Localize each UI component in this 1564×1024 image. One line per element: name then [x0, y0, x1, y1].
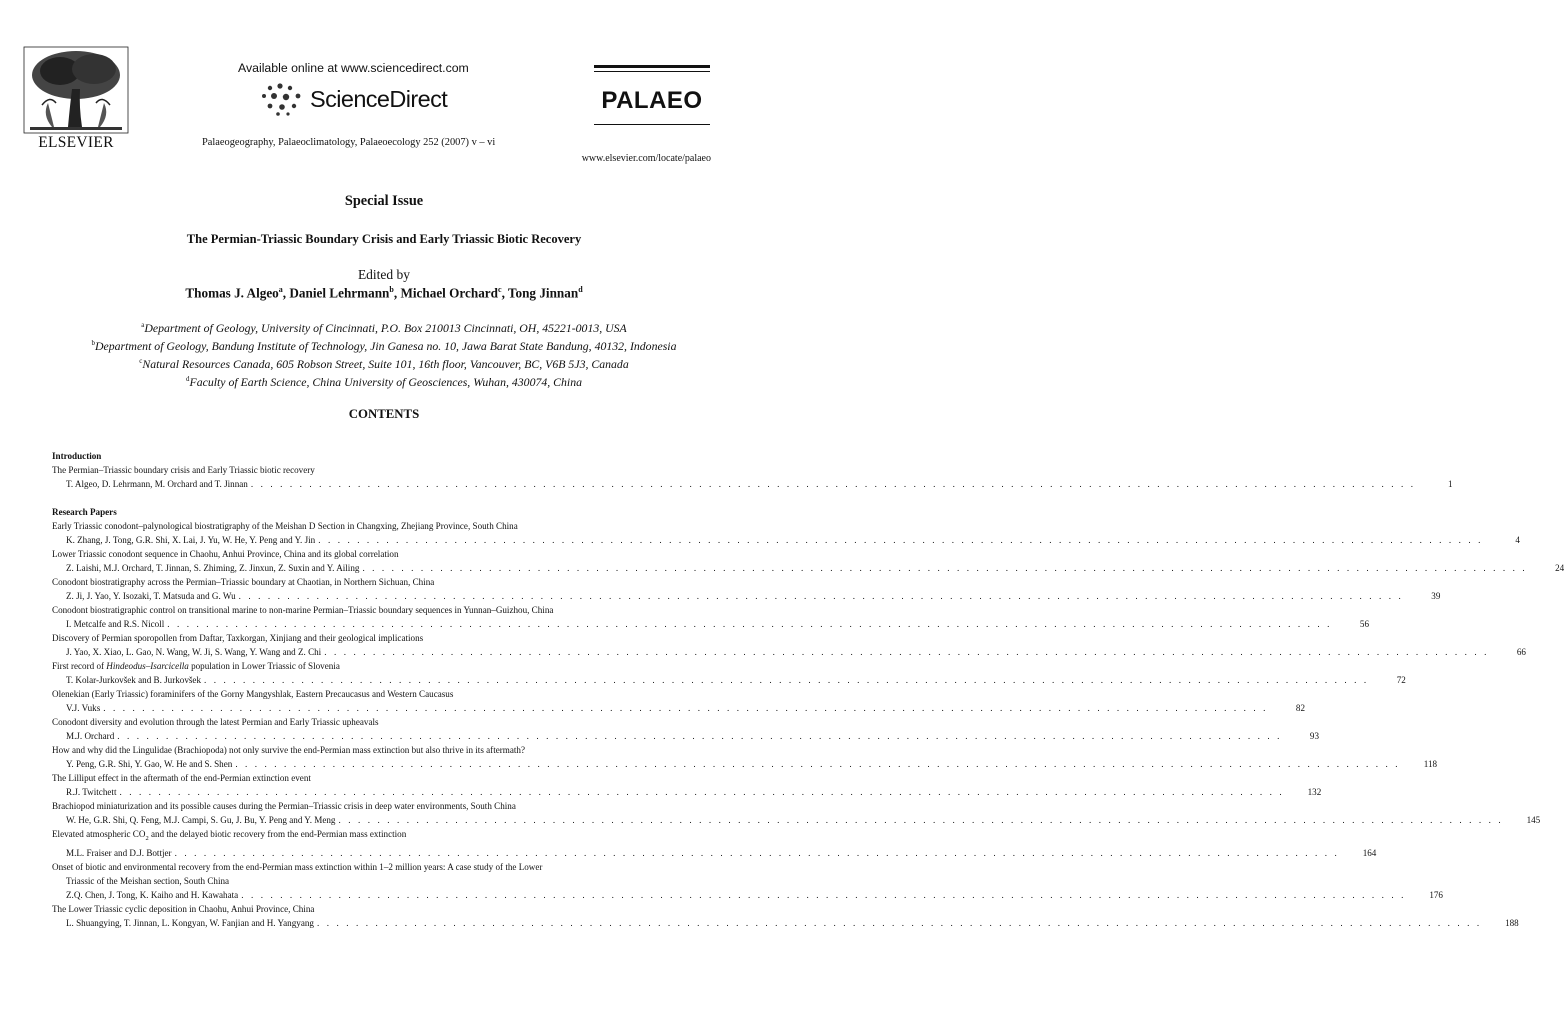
toc-entry-title[interactable]: [52, 603, 710, 617]
toc-entry-page[interactable]: 132: [1307, 787, 1322, 797]
toc-entry-authors-row: [52, 757, 1438, 771]
palaeo-rule: [594, 65, 710, 68]
toc-entry-title[interactable]: [52, 547, 710, 561]
dot-leader: . . . . . . . . . . . . . . . . . . . . . . . . . . . . . . . . . . . . . . . . . . . . . . . . . . . . . . . . . . . . . . . . . . . . . . . . . . . . . . . . . . . . . . . . . . . . . . . . . . . . . . . . . . . . . . . . . . . . . . . .: [174, 847, 1340, 858]
toc-entry-authors-row: [52, 477, 1453, 491]
toc-entry-authors-row: [52, 729, 1319, 743]
editor-name: Tong Jinnan: [507, 285, 579, 301]
dot-leader: . . . . . . . . . . . . . . . . . . . . . . . . . . . . . . . . . . . . . . . . . . . . . . . . . . . . . . . . . . . . . . . . . . . . . . . . . . . . . . . . . . . . . . . . . . . . . . . . . . . . . . . . . . . . . . . . . . . . . . . .: [241, 889, 1406, 900]
editor-affiliation-mark: c: [498, 285, 502, 294]
affiliation-line: [0, 372, 768, 390]
toc-entry-page[interactable]: 24: [1555, 563, 1564, 573]
toc-entry-authors-row: [52, 846, 1377, 860]
title-text: Lower Triassic conodont sequence in Chaohu, Anhui Province, China and its global correlation: [52, 549, 399, 559]
toc-entry-authors: Z. Laishi, M.J. Orchard, T. Jinnan, S. Zhiming, Z. Jinxun, Z. Suxin and Y. Ailing: [66, 563, 360, 573]
toc-entry-title[interactable]: [52, 902, 710, 916]
toc-entry-authors-row: [52, 701, 1305, 715]
edited-by-label: Edited by: [357, 267, 411, 282]
toc-entry-page[interactable]: 93: [1309, 731, 1319, 741]
toc-entry-title[interactable]: [52, 860, 710, 874]
title-text: population in Lower Triassic of Slovenia: [188, 661, 340, 671]
toc-entry-authors-row: [52, 785, 1322, 799]
toc-entry-page[interactable]: 1: [1448, 479, 1453, 489]
title-text: The Permian–Triassic boundary crisis and Early Triassic biotic recovery: [52, 465, 315, 475]
toc-entry-authors: M.J. Orchard: [66, 731, 115, 741]
affiliation-line: [0, 336, 768, 354]
toc-entry-title[interactable]: [52, 799, 710, 813]
editor-name: Daniel Lehrmann: [289, 285, 390, 301]
editor-name: Michael Orchard: [400, 285, 498, 301]
toc-entry-authors-row: [52, 645, 1526, 659]
toc-entry-page[interactable]: 4: [1515, 535, 1520, 545]
dot-leader: . . . . . . . . . . . . . . . . . . . . . . . . . . . . . . . . . . . . . . . . . . . . . . . . . . . . . . . . . . . . . . . . . . . . . . . . . . . . . . . . . . . . . . . . . . . . . . . . . . . . . . . . . . . . . . . . . . . . . . . .: [235, 759, 1401, 769]
toc-entry-page[interactable]: 176: [1429, 889, 1443, 900]
title-text: Onset of biotic and environmental recovery from the end-Permian mass extinction within 1–2 million years: A case study of the Lower: [52, 861, 543, 872]
toc-entry-title[interactable]: [52, 827, 710, 846]
title-text: Conodont biostratigraphy across the Permian–Triassic boundary at Chaotian, in Northern Sichuan, China: [52, 577, 435, 587]
editor-name: Thomas J. Algeo: [185, 285, 279, 301]
journal-url[interactable]: www.elsevier.com/locate/palaeo: [581, 153, 711, 164]
title-text: Discovery of Permian sporopollen from Daftar, Taxkorgan, Xinjiang and their geological implications: [52, 633, 424, 643]
editor-affiliation-mark: d: [578, 285, 583, 294]
section-spacer: [52, 491, 710, 505]
affiliations: [0, 318, 768, 390]
toc-entry-page[interactable]: 72: [1396, 675, 1406, 685]
title-text: Olenekian (Early Triassic) foraminifers of the Gorny Mangyshlak, Eastern Precaucasus and Western Caucasus: [52, 689, 454, 699]
toc-entry-authors: J. Yao, X. Xiao, L. Gao, N. Wang, W. Ji, S. Wang, Y. Wang and Z. Chi: [66, 647, 322, 657]
editor-affiliation-mark: a: [278, 285, 283, 294]
toc-entry-page[interactable]: 164: [1362, 847, 1377, 858]
toc-entry-authors: I. Metcalfe and R.S. Nicoll: [66, 619, 165, 629]
toc-entry-page[interactable]: 82: [1295, 703, 1305, 713]
dot-leader: . . . . . . . . . . . . . . . . . . . . . . . . . . . . . . . . . . . . . . . . . . . . . . . . . . . . . . . . . . . . . . . . . . . . . . . . . . . . . . . . . . . . . . . . . . . . . . . . . . . . . . . . . . . . . . . . . . . . . . . .: [324, 647, 1489, 657]
toc-entry-authors: T. Kolar-Jurkovšek and B. Jurkovšek: [66, 675, 202, 685]
affiliation-mark: d: [186, 374, 190, 383]
affiliation-mark: c: [139, 356, 143, 365]
title-text: Conodont diversity and evolution through the latest Permian and Early Triassic upheavals: [52, 717, 379, 727]
toc-entry-title[interactable]: [52, 659, 710, 673]
toc-entry-authors: W. He, G.R. Shi, Q. Feng, M.J. Campi, S. Gu, J. Bu, Y. Peng and Y. Meng: [66, 815, 336, 825]
dot-leader: . . . . . . . . . . . . . . . . . . . . . . . . . . . . . . . . . . . . . . . . . . . . . . . . . . . . . . . . . . . . . . . . . . . . . . . . . . . . . . . . . . . . . . . . . . . . . . . . . . . . . . . . . . . . . . . . . . . . . . . .: [117, 731, 1282, 741]
affiliation-line: [0, 354, 768, 372]
journal-logo: PALAEO: [601, 87, 703, 114]
dot-leader: . . . . . . . . . . . . . . . . . . . . . . . . . . . . . . . . . . . . . . . . . . . . . . . . . . . . . . . . . . . . . . . . . . . . . . . . . . . . . . . . . . . . . . . . . . . . . . . . . . . . . . . . . . . . . . . . . . . . . . . .: [167, 619, 1332, 629]
toc-entry-authors: R.J. Twitchett: [66, 787, 117, 797]
toc-entry-authors-row: [52, 533, 1520, 547]
affiliation-line: [0, 318, 768, 336]
toc-entry-title[interactable]: [52, 715, 710, 729]
title-text: First record of: [52, 661, 107, 671]
toc-entry-authors-row: [52, 916, 1519, 930]
palaeo-rule: [594, 71, 710, 72]
toc-entry-authors-row: [52, 673, 1406, 687]
available-online-text[interactable]: Available online at www.sciencedirect.com: [238, 61, 469, 75]
title-text: How and why did the Lingulidae (Brachiopoda) not only survive the end-Permian mass extinction but also thrive in its aftermath?: [52, 745, 526, 755]
dot-leader: . . . . . . . . . . . . . . . . . . . . . . . . . . . . . . . . . . . . . . . . . . . . . . . . . . . . . . . . . . . . . . . . . . . . . . . . . . . . . . . . . . . . . . . . . . . . . . . . . . . . . . . . . . . . . . . . . . . . . . . .: [338, 815, 1504, 825]
publisher-name: ELSEVIER: [38, 134, 114, 151]
toc-entry-title[interactable]: [52, 631, 710, 645]
toc-entry-title[interactable]: [52, 743, 710, 757]
toc-entry-title[interactable]: [52, 575, 710, 589]
editor-affiliation-mark: b: [389, 285, 394, 294]
affiliation-text: Department of Geology, University of Cincinnati, P.O. Box 210013 Cincinnati, OH, 45221-0013, USA: [144, 320, 627, 335]
title-text: Elevated atmospheric CO: [52, 829, 146, 839]
dot-leader: . . . . . . . . . . . . . . . . . . . . . . . . . . . . . . . . . . . . . . . . . . . . . . . . . . . . . . . . . . . . . . . . . . . . . . . . . . . . . . . . . . . . . . . . . . . . . . . . . . . . . . . . . . . . . . . . . . . . . . . .: [119, 787, 1285, 797]
affiliation-mark: b: [91, 338, 95, 347]
toc-entry-page[interactable]: 66: [1516, 647, 1526, 657]
toc-entry-page[interactable]: 188: [1505, 917, 1519, 928]
toc-entry-authors-row: [52, 561, 1564, 575]
toc-entry-authors: K. Zhang, J. Tong, G.R. Shi, X. Lai, J. Yu, W. He, Y. Peng and Y. Jin: [66, 535, 316, 545]
title-text: The Lower Triassic cyclic deposition in Chaohu, Anhui Province, China: [52, 903, 315, 914]
title-subscript: 2: [145, 834, 149, 842]
dot-leader: . . . . . . . . . . . . . . . . . . . . . . . . . . . . . . . . . . . . . . . . . . . . . . . . . . . . . . . . . . . . . . . . . . . . . . . . . . . . . . . . . . . . . . . . . . . . . . . . . . . . . . . . . . . . . . . . . . . . . . . .: [318, 535, 1483, 545]
toc-entry-authors-row: [52, 617, 1369, 631]
title-text: Brachiopod miniaturization and its possible causes during the Permian–Triassic crisis in deep water environments, South China: [52, 801, 516, 811]
dot-leader: . . . . . . . . . . . . . . . . . . . . . . . . . . . . . . . . . . . . . . . . . . . . . . . . . . . . . . . . . . . . . . . . . . . . . . . . . . . . . . . . . . . . . . . . . . . . . . . . . . . . . . . . . . . . . . . . . . . . . . . .: [250, 479, 1416, 489]
contents-heading: CONTENTS: [348, 407, 420, 421]
toc-entry-title-continued[interactable]: Triassic of the Meishan section, South China: [66, 875, 230, 886]
elsevier-tree-logo: [22, 42, 130, 148]
title-text: Conodont biostratigraphic control on transitional marine to non-marine Permian–Triassic boundary sequences in Yunnan–Guizhou, China: [52, 605, 554, 615]
title-text: and the delayed biotic recovery from the end-Permian mass extinction: [148, 829, 407, 839]
editors-line: Thomas J. Algeo$^a$, Daniel Lehrmann$^b$, Michael Orchard$^c$, Tong Jinnan$^d$: [185, 285, 583, 301]
toc-entry-title[interactable]: [52, 687, 710, 701]
toc-entry-authors: Z. Ji, J. Yao, Y. Isozaki, T. Matsuda and G. Wu: [66, 591, 236, 601]
toc-section-heading: Introduction: [52, 451, 102, 461]
affiliation-text: Department of Geology, Bandung Institute of Technology, Jin Ganesa no. 10, Jawa Barat State Bandung, 40132, Indonesia: [95, 338, 677, 353]
toc-entry-page[interactable]: 145: [1526, 815, 1541, 825]
table-of-contents: [52, 449, 1564, 930]
dot-leader: . . . . . . . . . . . . . . . . . . . . . . . . . . . . . . . . . . . . . . . . . . . . . . . . . . . . . . . . . . . . . . . . . . . . . . . . . . . . . . . . . . . . . . . . . . . . . . . . . . . . . . . . . . . . . . . . . . . . . . . .: [103, 703, 1268, 713]
toc-entry-page[interactable]: 39: [1431, 591, 1441, 601]
toc-entry-authors: V.J. Vuks: [66, 703, 101, 713]
affiliation-text: Faculty of Earth Science, China University of Geosciences, Wuhan, 430074, China: [189, 374, 582, 389]
toc-entry-authors: M.L. Fraiser and D.J. Bottjer: [66, 847, 172, 858]
title-text: The Lilliput effect in the aftermath of the end-Permian extinction event: [52, 773, 311, 783]
sciencedirect-wordmark: ScienceDirect: [310, 86, 448, 112]
palaeo-rule: [594, 124, 710, 125]
toc-entry-title[interactable]: [52, 519, 710, 533]
toc-entry-authors: T. Algeo, D. Lehrmann, M. Orchard and T. Jinnan: [66, 479, 248, 489]
toc-entry-title[interactable]: [52, 771, 710, 785]
dot-leader: . . . . . . . . . . . . . . . . . . . . . . . . . . . . . . . . . . . . . . . . . . . . . . . . . . . . . . . . . . . . . . . . . . . . . . . . . . . . . . . . . . . . . . . . . . . . . . . . . . . . . . . . . . . . . . . . . . . . . . . .: [204, 675, 1369, 685]
issue-title: The Permian-Triassic Boundary Crisis and Early Triassic Biotic Recovery: [186, 232, 582, 246]
toc-entry-authors: Z.Q. Chen, J. Tong, K. Kaiho and H. Kawahata: [66, 889, 239, 900]
toc-entry-authors-row: [52, 888, 1443, 902]
journal-citation: Palaeogeography, Palaeoclimatology, Palaeoecology 252 (2007) v – vi: [202, 137, 496, 148]
dot-leader: . . . . . . . . . . . . . . . . . . . . . . . . . . . . . . . . . . . . . . . . . . . . . . . . . . . . . . . . . . . . . . . . . . . . . . . . . . . . . . . . . . . . . . . . . . . . . . . . . . . . . . . . . . . . . . . . . . . . . . . .: [316, 917, 1482, 928]
title-italic-text: Hindeodus–Isarcicella: [106, 661, 189, 671]
toc-entry-page[interactable]: 56: [1359, 619, 1369, 629]
toc-entry-authors: Y. Peng, G.R. Shi, Y. Gao, W. He and S. Shen: [66, 759, 233, 769]
affiliation-mark: a: [141, 321, 145, 329]
special-issue-heading: Special Issue: [344, 193, 424, 209]
title-text: Early Triassic conodont–palynological biostratigraphy of the Meishan D Section in Changxing, Zhejiang Province, South China: [52, 521, 518, 531]
affiliation-text: Natural Resources Canada, 605 Robson Street, Suite 101, 16th floor, Vancouver, BC, V6B 5J3, Canada: [142, 356, 629, 371]
toc-section-heading: Research Papers: [52, 507, 117, 517]
toc-entry-authors-row: [52, 813, 1541, 827]
toc-entry-authors-row: [52, 589, 1441, 603]
toc-entry-authors: L. Shuangying, T. Jinnan, L. Kongyan, W. Fanjian and H. Yangyang: [66, 917, 314, 928]
dot-leader: . . . . . . . . . . . . . . . . . . . . . . . . . . . . . . . . . . . . . . . . . . . . . . . . . . . . . . . . . . . . . . . . . . . . . . . . . . . . . . . . . . . . . . . . . . . . . . . . . . . . . . . . . . . . . . . . . . . . . . . .: [362, 563, 1528, 573]
toc-entry-title[interactable]: [52, 463, 710, 477]
toc-entry-page[interactable]: 118: [1423, 759, 1438, 769]
dot-leader: . . . . . . . . . . . . . . . . . . . . . . . . . . . . . . . . . . . . . . . . . . . . . . . . . . . . . . . . . . . . . . . . . . . . . . . . . . . . . . . . . . . . . . . . . . . . . . . . . . . . . . . . . . . . . . . . . . . . . . . .: [238, 591, 1404, 601]
